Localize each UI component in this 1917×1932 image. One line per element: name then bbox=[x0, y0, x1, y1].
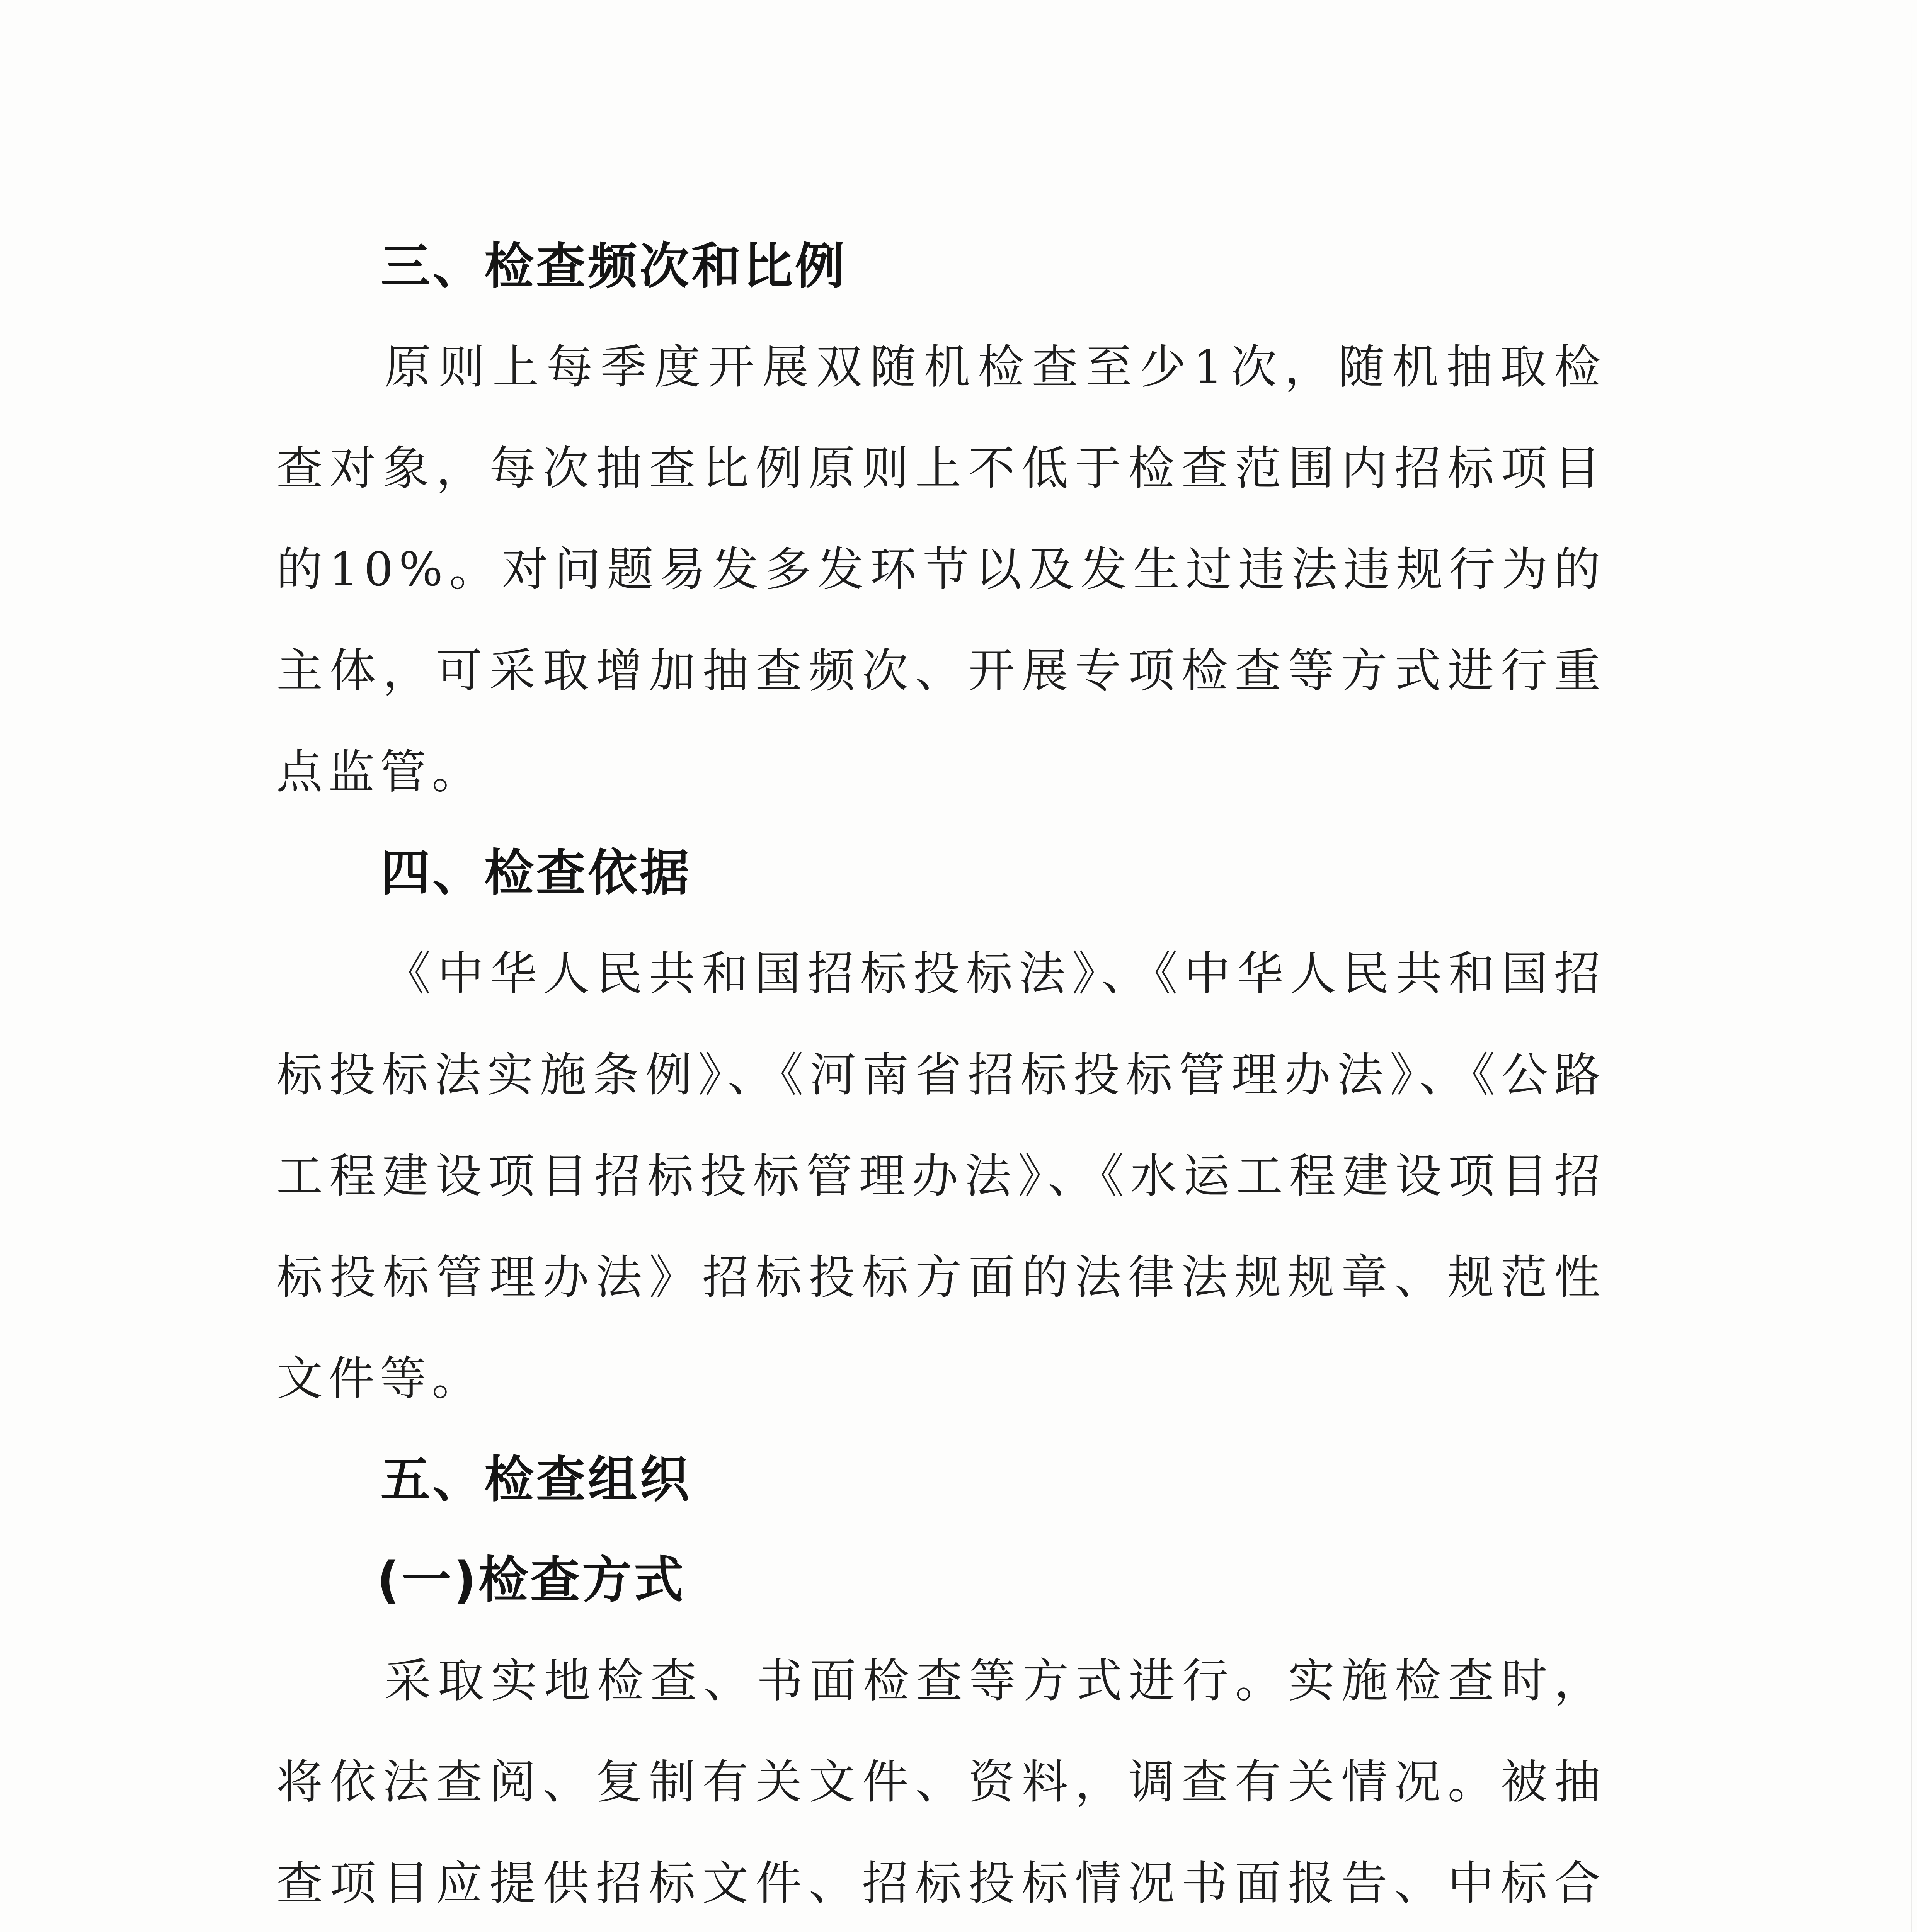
paragraph-basis: 《中华人民共和国招标投标法》、《中华人民共和国招标投标法实施条例》、《河南省招标投标管理办法》、《公路工程建设项目招标投标管理办法》、《水运工程建设项目招标投标管理办法》招标投标方面的法律法规规章、规范性文件等。 bbox=[276, 947, 1606, 1406]
subsection-heading-method: (一)检查方式 bbox=[377, 1551, 686, 1609]
section-heading-basis: 四、检查依据 bbox=[381, 844, 692, 902]
scan-edge-shadow bbox=[1911, 0, 1912, 1932]
paragraph-method: 采取实地检查、书面检查等方式进行。实施检查时，将依法查阅、复制有关文件、资料，调查有关情况。被抽查项目应提供招标文件、招标投标情况书面报告、中标合 bbox=[276, 1654, 1606, 1910]
document-body bbox=[276, 216, 1606, 1932]
paragraph-frequency: 原则上每季度开展双随机检查至少1次，随机抽取检查对象，每次抽查比例原则上不低于检查范围内招标项目的10%。对问题易发多发环节以及发生过违法违规行为的主体，可采取增加抽查频次、开展专项检查等方式进行重点监管。 bbox=[276, 340, 1606, 799]
section-heading-frequency: 三、检查频次和比例 bbox=[381, 238, 847, 295]
section-heading-organization: 五、检查组织 bbox=[381, 1451, 692, 1509]
